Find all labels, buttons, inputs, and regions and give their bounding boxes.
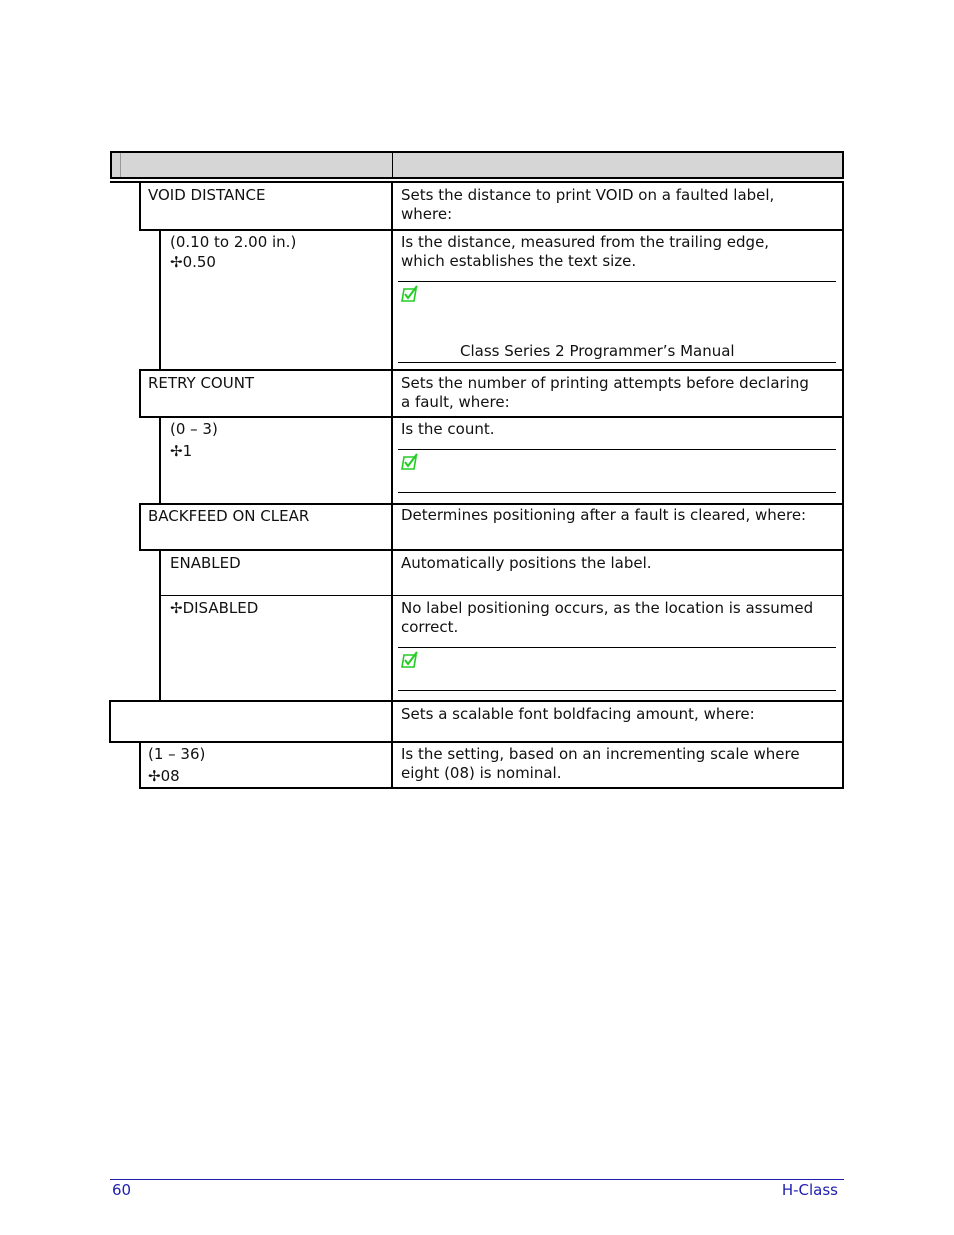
- header-underline: [110, 181, 844, 183]
- left-border-level2: [159, 550, 161, 700]
- row-rule: [139, 229, 844, 231]
- bold-range-desc: Is the setting, based on an incrementing scale where: [401, 745, 800, 763]
- retry-range: (0 – 3): [170, 420, 218, 438]
- note-reference: Class Series 2 Programmer’s Manual: [460, 342, 735, 360]
- void-range-desc: Is the distance, measured from the trailing edge,: [401, 233, 770, 251]
- void-default: ✢0.50: [170, 253, 216, 271]
- disabled-desc: correct.: [401, 618, 459, 636]
- table-header: [110, 151, 844, 179]
- void-distance-desc: where:: [401, 205, 453, 223]
- backfeed-label: BACKFEED ON CLEAR: [148, 507, 310, 525]
- header-divider: [392, 153, 393, 177]
- left-border-level1: [139, 742, 141, 789]
- left-border-level2: [159, 417, 161, 504]
- row-rule: [109, 741, 844, 743]
- retry-count-desc: a fault, where:: [401, 393, 510, 411]
- note-rule: [398, 362, 836, 363]
- row-rule: [139, 549, 844, 551]
- page-number: 60: [112, 1181, 132, 1199]
- backfeed-desc: Determines positioning after a fault is cleared, where:: [401, 506, 807, 524]
- column-divider: [391, 181, 393, 789]
- retry-range-desc: Is the count.: [401, 420, 495, 438]
- enabled-option: ENABLED: [170, 554, 241, 572]
- table-right-border: [842, 181, 844, 789]
- header-left-margin: [112, 153, 121, 177]
- note-rule: [398, 647, 836, 648]
- note-rule: [398, 281, 836, 282]
- note-rule: [398, 449, 836, 450]
- left-border-level1: [139, 181, 141, 229]
- note-check-icon: [401, 453, 419, 471]
- left-border-level1: [139, 370, 141, 417]
- retry-count-desc: Sets the number of printing attempts before declaring: [401, 374, 809, 392]
- disabled-option: ✢DISABLED: [170, 599, 259, 617]
- row-rule: [159, 595, 844, 596]
- left-border-level0: [109, 700, 111, 742]
- footer-product: H-Class: [781, 1181, 838, 1199]
- retry-default: ✢1: [170, 442, 193, 460]
- row-rule: [139, 416, 844, 418]
- left-border-level1: [139, 504, 141, 550]
- boldfacing-desc: Sets a scalable font boldfacing amount, where:: [401, 705, 755, 723]
- void-distance-desc: Sets the distance to print VOID on a faulted label,: [401, 186, 775, 204]
- row-rule: [139, 369, 844, 371]
- row-rule: [109, 700, 844, 702]
- retry-count-label: RETRY COUNT: [148, 374, 255, 392]
- bold-range-desc: eight (08) is nominal.: [401, 764, 562, 782]
- row-rule: [139, 787, 844, 789]
- note-rule: [398, 690, 836, 691]
- bold-range: (1 – 36): [148, 745, 206, 763]
- void-distance-label: VOID DISTANCE: [148, 186, 266, 204]
- note-check-icon: [401, 651, 419, 669]
- bold-default: ✢08: [148, 767, 180, 785]
- disabled-desc: No label positioning occurs, as the location is assumed: [401, 599, 814, 617]
- void-range: (0.10 to 2.00 in.): [170, 233, 297, 251]
- footer-rule: [110, 1179, 844, 1180]
- note-rule: [398, 492, 836, 493]
- left-border-level2: [159, 229, 161, 370]
- enabled-desc: Automatically positions the label.: [401, 554, 652, 572]
- void-range-desc: which establishes the text size.: [401, 252, 637, 270]
- note-check-icon: [401, 285, 419, 303]
